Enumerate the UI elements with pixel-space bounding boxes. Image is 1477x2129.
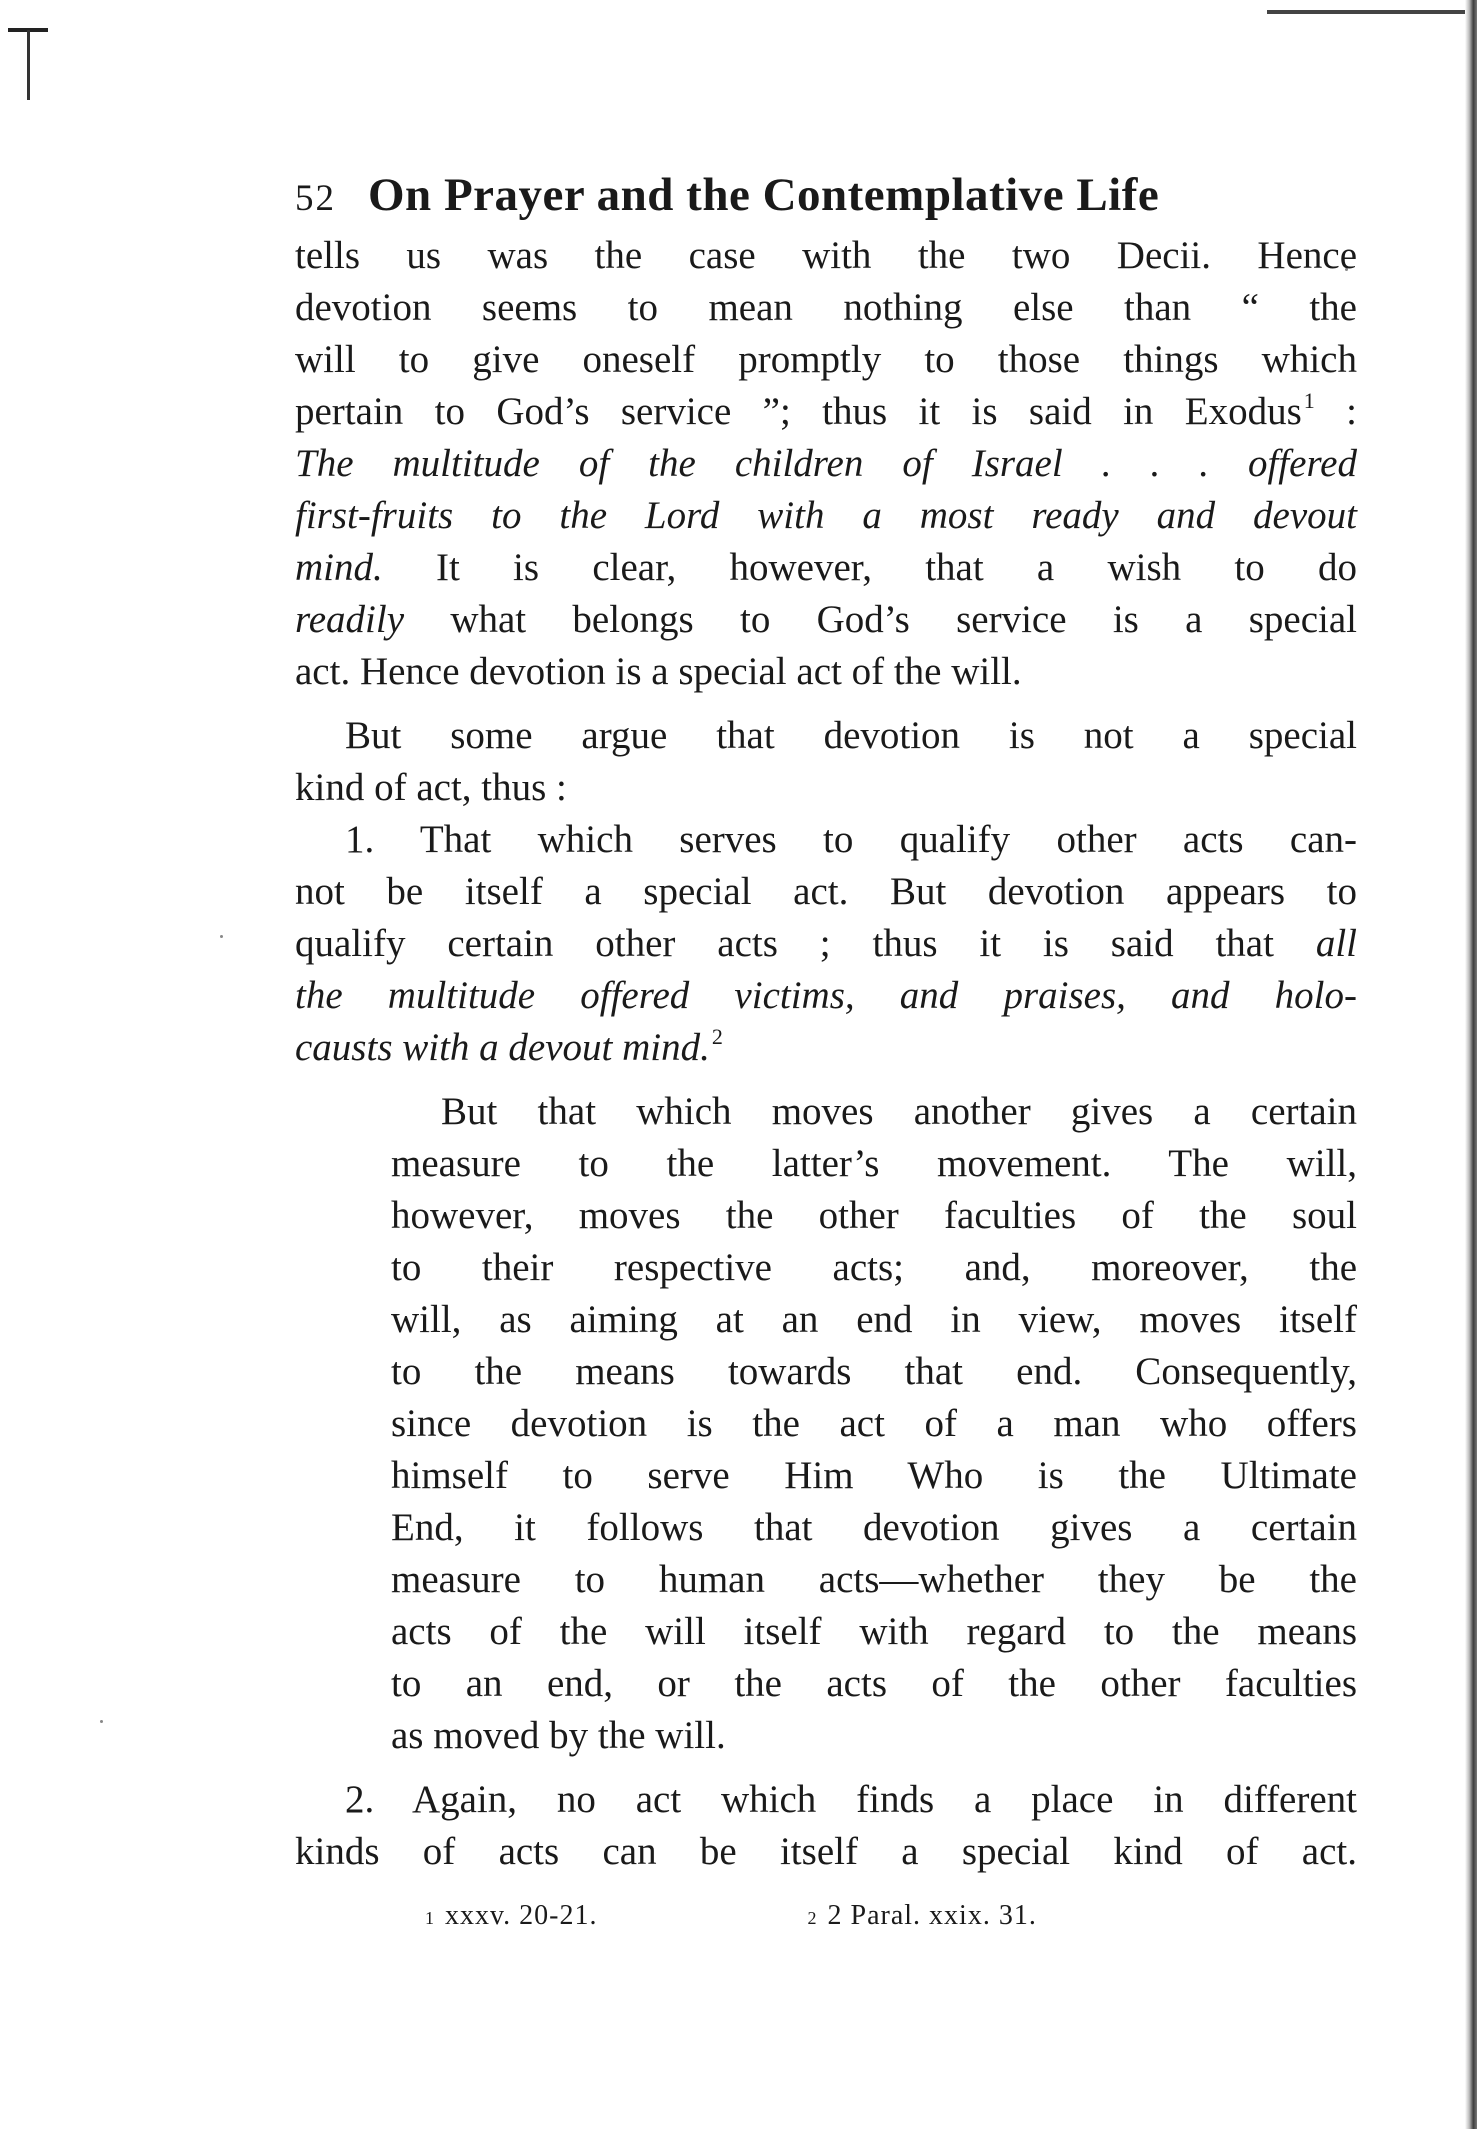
text-span: pertain to God’s service ”; thus it is said in Exodus	[295, 390, 1302, 433]
scripture-quote: causts with a devout mind.	[295, 1026, 710, 1069]
footnote-text: 2 Paral. xxix. 31.	[827, 1900, 1037, 1931]
indented-reply-block	[391, 1086, 1357, 1762]
text-line: since devotion is the act of a man who offers	[391, 1402, 1357, 1445]
text-line: measure to human acts—whether they be the	[391, 1558, 1357, 1601]
text-line: 2. Again, no act which finds a place in different	[345, 1778, 1357, 1821]
text-line	[295, 594, 1357, 646]
text-line: kinds of acts can be itself a special kind of act.	[295, 1830, 1357, 1873]
footnote-mark: 2	[807, 1908, 818, 1928]
text-line	[295, 386, 1357, 438]
text-line: as moved by the will.	[391, 1714, 726, 1757]
paragraph-objection-intro	[295, 710, 1357, 814]
text-line: not be itself a special act. But devotion appears to	[295, 870, 1357, 913]
footnote-ref: 1	[1303, 388, 1315, 413]
footnote-text: xxxv. 20-21.	[445, 1900, 598, 1931]
running-head	[295, 160, 1357, 230]
emphasis: readily	[295, 598, 405, 641]
page-body	[295, 160, 1357, 1936]
scripture-quote: all	[1315, 922, 1357, 965]
scripture-quote: The multitude of the children of Israel . . . offered	[295, 442, 1357, 485]
text-line: tells us was the case with the two Decii. Hence	[295, 234, 1357, 277]
text-line: act. Hence devotion is a special act of the will.	[295, 650, 1022, 693]
text-span: :	[1314, 390, 1357, 433]
text-line: 1. That which serves to qualify other acts can-	[345, 818, 1357, 861]
text-line	[295, 918, 1357, 970]
text-span: qualify certain other acts ; thus it is said that	[295, 922, 1316, 965]
page-number: 52	[295, 178, 336, 219]
text-line	[295, 542, 1357, 594]
footnotes	[295, 1896, 1357, 1936]
paragraph-objection-2	[295, 1774, 1357, 1878]
footnote-ref: 2	[711, 1024, 723, 1049]
scan-top-edge	[1267, 10, 1467, 14]
text-line: to the means towards that end. Consequently,	[391, 1350, 1357, 1393]
text-line: acts of the will itself with regard to the means	[391, 1610, 1357, 1653]
scripture-quote: mind.	[295, 546, 383, 589]
paragraph-objection-1	[295, 814, 1357, 1074]
text-line: himself to serve Him Who is the Ultimate	[391, 1454, 1357, 1497]
book-title: On Prayer and the Contemplative Life	[368, 169, 1160, 221]
text-span: what belongs to God’s service is a special	[404, 598, 1357, 641]
text-line: to their respective acts; and, moreover, the	[391, 1246, 1357, 1289]
text-line	[295, 490, 1357, 542]
text-span: It is clear, however, that a wish to do	[382, 546, 1357, 589]
scan-speck	[220, 935, 223, 938]
text-line: to an end, or the acts of the other faculties	[391, 1662, 1357, 1705]
text-line: But some argue that devotion is not a special	[345, 714, 1357, 757]
text-line	[295, 438, 1357, 490]
text-line: will to give oneself promptly to those things which	[295, 338, 1357, 381]
scripture-quote: the multitude offered victims, and praises, and holo-	[295, 974, 1357, 1017]
paragraph-devotion-definition	[295, 230, 1357, 698]
paragraph-gap	[295, 1762, 1357, 1774]
text-line: kind of act, thus :	[295, 766, 567, 809]
text-line	[295, 970, 1357, 1022]
scripture-quote: first-fruits to the Lord with a most ready and devout	[295, 494, 1357, 537]
text-line: measure to the latter’s movement. The will,	[391, 1142, 1357, 1185]
footnote	[425, 1896, 598, 1936]
scan-corner-mark-vertical	[27, 30, 30, 100]
text-line: End, it follows that devotion gives a certain	[391, 1506, 1357, 1549]
paragraph-gap	[295, 698, 1357, 710]
footnote-mark: 1	[425, 1908, 435, 1928]
scan-binding-edge	[1465, 0, 1477, 2129]
text-line: But that which moves another gives a certain	[441, 1090, 1357, 1133]
text-line: devotion seems to mean nothing else than “ the	[295, 286, 1357, 329]
text-line	[295, 1022, 1357, 1074]
text-line: however, moves the other faculties of the soul	[391, 1194, 1357, 1237]
scan-speck	[100, 1720, 103, 1723]
footnote	[808, 1896, 1037, 1936]
text-line: will, as aiming at an end in view, moves itself	[391, 1298, 1357, 1341]
